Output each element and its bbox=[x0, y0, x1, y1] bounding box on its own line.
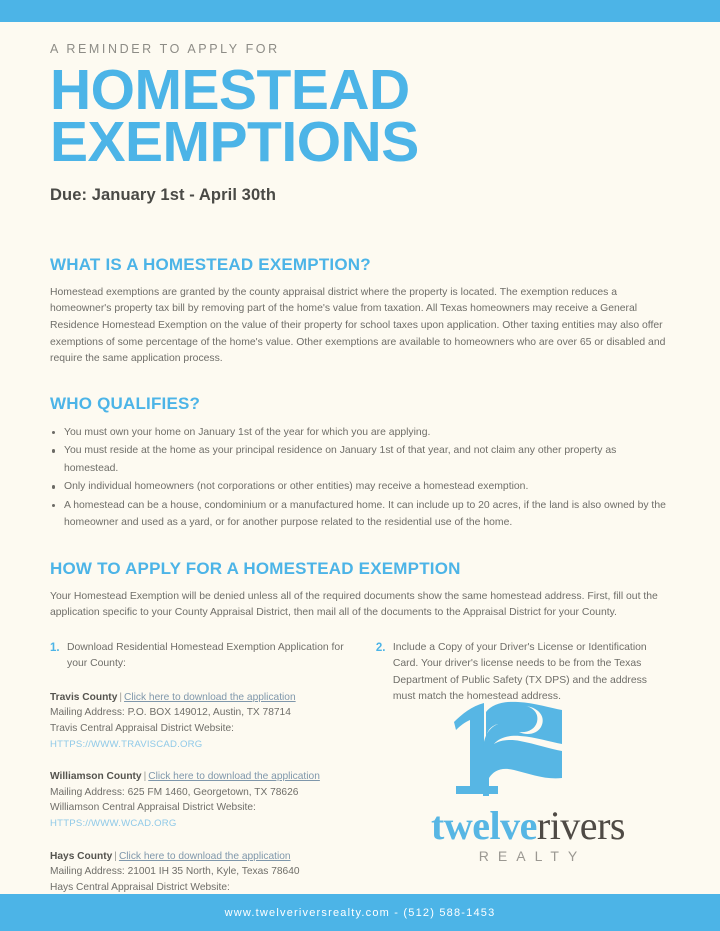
list-item: You must reside at the home as your principal residence on January 1st of that year, and not claim any other property as homestead. bbox=[50, 442, 672, 477]
download-application-link[interactable]: Click here to download the application bbox=[124, 691, 296, 703]
county-website-url[interactable]: HTTPS://WWW.TRAVISCAD.ORG bbox=[50, 738, 203, 750]
qualify-list bbox=[50, 424, 672, 532]
logo-word-dark: rivers bbox=[536, 803, 625, 848]
county-name: Travis County bbox=[50, 691, 118, 703]
county-header-travis bbox=[50, 690, 364, 706]
county-mailing-address: Mailing Address: P.O. BOX 149012, Austin, TX 78714 bbox=[50, 707, 291, 719]
county-website-url[interactable]: HTTPS://WWW.WCAD.ORG bbox=[50, 818, 177, 829]
headline-line-2: EXEMPTIONS bbox=[50, 110, 419, 175]
county-name: Williamson County bbox=[50, 771, 142, 783]
footer-contact-text: www.twelveriversrealty.com - (512) 588-1453 bbox=[224, 906, 496, 919]
county-website-label: Williamson Central Appraisal District Website: bbox=[50, 802, 256, 814]
steps-left-column bbox=[50, 640, 364, 911]
section-how-paragraph: Your Homestead Exemption will be denied unless all of the required documents show the same homestead address. First, fill out the application specific to your County Appraisal District, then mail all of the documents to the Appraisal District for your County. bbox=[50, 590, 658, 619]
brand-logo bbox=[378, 700, 678, 880]
section-heading-who: WHO QUALIFIES? bbox=[50, 393, 201, 413]
county-name: Hays County bbox=[50, 850, 113, 862]
county-separator: | bbox=[119, 691, 123, 703]
headline-line-1: HOMESTEAD bbox=[50, 58, 410, 122]
county-separator: | bbox=[114, 850, 117, 862]
section-what-paragraph: Homestead exemptions are granted by the county appraisal district where the property is located. The exemption reduces a homeowner's property tax bill by removing part of the home's value from taxation. All Texas homeowners may receive a General Residence Homestead Exemption on the value of their property for school taxes upon application. Other taxing entities may also offer exemptions of some percentage of the home's value. Other exemptions are available to homeowners who are over 65 or disabled and require the same application process. bbox=[50, 286, 666, 365]
county-mailing-address: Mailing Address: 625 FM 1460, Georgetown, TX 78626 bbox=[50, 786, 299, 798]
county-separator: | bbox=[143, 771, 147, 783]
county-website-label: Travis Central Appraisal District Website: bbox=[50, 723, 234, 735]
step-1-text: Download Residential Homestead Exemption Application for your County: bbox=[67, 642, 344, 670]
twelve-rivers-flag-12-mark bbox=[442, 700, 572, 800]
logo-subtitle: REALTY bbox=[478, 848, 587, 864]
step-2-number: 2. bbox=[375, 642, 386, 655]
download-application-link[interactable]: Click here to download the application bbox=[148, 771, 320, 783]
step-1 bbox=[50, 640, 364, 673]
county-header-hays bbox=[50, 849, 364, 865]
step-2-text: Include a Copy of your Driver's License or Identification Card. Your driver's license needs to be from the Texas Department of Public Safety (TX DPS) and the address must match the homestead address. bbox=[392, 642, 648, 703]
county-block-travis bbox=[50, 690, 364, 752]
due-date-text: Due: January 1st - April 30th bbox=[50, 185, 277, 204]
footer-bar bbox=[0, 894, 720, 931]
top-accent-bar bbox=[0, 0, 720, 22]
list-item: A homestead can be a house, condominium or a manufactured home. It can include up to 20 acres, if the land is also owned by the homeowner and used as a yard, or for another purpose related to the residential use of the home. bbox=[50, 497, 672, 532]
county-mailing-address: Mailing Address: 21001 IH 35 North, Kyle, Texas 78640 bbox=[50, 866, 300, 878]
page-title bbox=[50, 58, 672, 175]
section-heading-how: HOW TO APPLY FOR A HOMESTEAD EXEMPTION bbox=[50, 558, 461, 578]
step-2 bbox=[376, 640, 672, 706]
county-header-williamson bbox=[50, 769, 364, 785]
logo-wordmark bbox=[378, 804, 678, 848]
download-application-link[interactable]: Click here to download the application bbox=[118, 850, 291, 862]
list-item: Only individual homeowners (not corporations or other entities) may receive a homestead exemption. bbox=[50, 478, 672, 496]
section-heading-what: WHAT IS A HOMESTEAD EXEMPTION? bbox=[50, 254, 371, 274]
list-item: You must own your home on January 1st of the year for which you are applying. bbox=[50, 424, 672, 442]
eyebrow-text: A REMINDER TO APPLY FOR bbox=[50, 42, 280, 56]
logo-word-blue: twelve bbox=[431, 803, 537, 848]
county-website-label: Hays Central Appraisal District Website: bbox=[50, 881, 230, 893]
county-block-williamson bbox=[50, 769, 364, 831]
step-1-number: 1. bbox=[50, 642, 60, 655]
